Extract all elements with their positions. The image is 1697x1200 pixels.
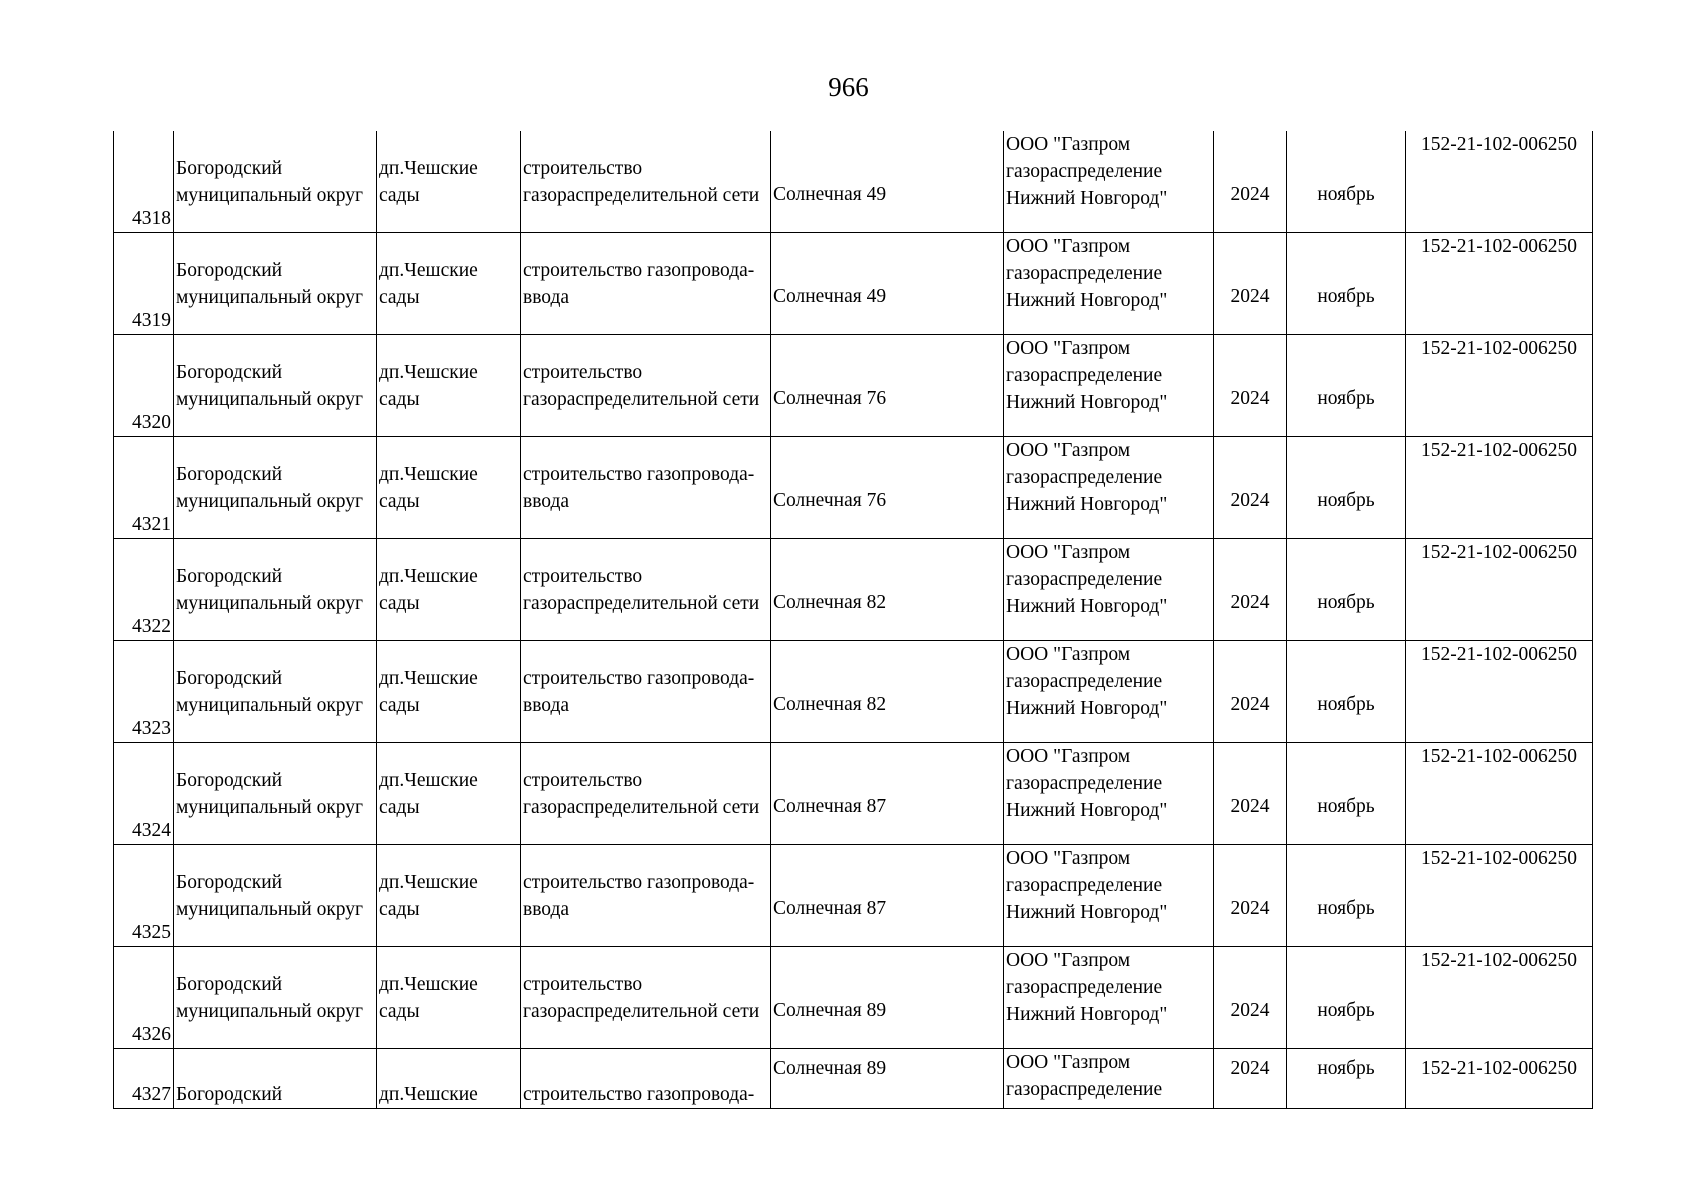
cell-line: газораспределительной сети [523,592,760,614]
cell-code: 152-21-102-006250 [1406,437,1593,539]
cell-line: Нижний Новгород" [1006,698,1168,719]
cell-line: строительство [523,361,643,383]
year-text: 2024 [1230,184,1270,205]
cell-line: строительство газопровода- [523,871,755,893]
cell-organization [1004,131,1214,233]
cell-month [1287,845,1406,947]
cell-year [1214,641,1287,743]
cell-year [1214,335,1287,437]
table-row [114,539,1593,641]
table-row [114,641,1593,743]
year-text: 2024 [1230,490,1270,511]
year-text: 2024 [1230,592,1270,613]
cell-month [1287,335,1406,437]
cell-year [1214,539,1287,641]
year-text: 2024 [1230,796,1270,817]
cell-code: 152-21-102-006250 [1406,845,1593,947]
cell-line: Нижний Новгород" [1006,902,1168,923]
month-text: ноябрь [1317,388,1375,409]
registry-table [113,131,1593,1109]
cell-line: ООО "Газпром [1006,440,1131,461]
month-text: ноябрь [1317,898,1375,919]
cell-line: ООО "Газпром [1006,746,1131,767]
cell-number: 4320 [114,335,174,437]
cell-district [174,947,377,1049]
cell-code: 152-21-102-006250 [1406,1049,1593,1109]
cell-district [174,335,377,437]
cell-line: строительство [523,973,643,995]
cell-code: 152-21-102-006250 [1406,947,1593,1049]
cell-line: ООО "Газпром [1006,1052,1131,1073]
cell-address [771,437,1004,539]
cell-line: дп.Чешские [379,361,478,383]
cell-line: Нижний Новгород" [1006,800,1168,821]
cell-number: 4327 [114,1049,174,1109]
month-text: ноябрь [1317,796,1375,817]
cell-code: 152-21-102-006250 [1406,233,1593,335]
cell-work-type [521,641,771,743]
cell-organization [1004,335,1214,437]
cell-district [174,437,377,539]
table-row [114,947,1593,1049]
cell-line: дп.Чешские [379,157,478,179]
cell-address [771,233,1004,335]
cell-district [174,641,377,743]
year-text: 2024 [1230,1000,1270,1021]
cell-line: строительство газопровода- [523,259,755,281]
table-row [114,335,1593,437]
cell-work-type [521,1049,771,1109]
address-text: Солнечная 87 [773,796,887,817]
cell-line: Богородский [176,463,283,485]
cell-work-type [521,947,771,1049]
cell-line: дп.Чешские [379,463,478,485]
cell-line: Богородский [176,667,283,689]
address-text: Солнечная 49 [773,286,887,307]
cell-month [1287,641,1406,743]
cell-district [174,539,377,641]
cell-district [174,845,377,947]
cell-month [1287,743,1406,845]
cell-line: газораспределение [1006,977,1163,998]
cell-district [174,1049,377,1109]
cell-month [1287,437,1406,539]
cell-number: 4321 [114,437,174,539]
address-text: Солнечная 89 [773,1058,887,1079]
cell-number: 4323 [114,641,174,743]
month-text: ноябрь [1317,592,1375,613]
cell-locality [377,743,521,845]
cell-line: Нижний Новгород" [1006,494,1168,515]
cell-line: ООО "Газпром [1006,848,1131,869]
cell-line: муниципальный округ [176,388,364,410]
address-text: Солнечная 82 [773,592,887,613]
cell-year [1214,845,1287,947]
cell-line: дп.Чешские [379,667,478,689]
cell-line: Богородский [176,565,283,587]
cell-work-type [521,233,771,335]
cell-line: строительство [523,565,643,587]
table-body [114,131,1593,1109]
cell-line: строительство газопровода- [523,463,755,485]
cell-organization [1004,743,1214,845]
cell-line: муниципальный округ [176,1000,364,1022]
cell-line: муниципальный округ [176,490,364,512]
cell-district [174,743,377,845]
cell-line: газораспределение [1006,467,1163,488]
cell-line: Богородский [176,973,283,995]
cell-line: дп.Чешские [379,1084,478,1105]
cell-month [1287,233,1406,335]
cell-locality [377,947,521,1049]
cell-line: дп.Чешские [379,973,478,995]
cell-address [771,845,1004,947]
cell-line: ООО "Газпром [1006,338,1131,359]
cell-line: газораспределение [1006,875,1163,896]
cell-work-type [521,743,771,845]
year-text: 2024 [1230,286,1270,307]
cell-line: газораспределительной сети [523,1000,760,1022]
month-text: ноябрь [1317,490,1375,511]
cell-line: газораспределение [1006,569,1163,590]
cell-line: строительство [523,769,643,791]
cell-line: Богородский [176,871,283,893]
month-text: ноябрь [1317,1058,1375,1079]
cell-line: газораспределение [1006,671,1163,692]
table-row [114,437,1593,539]
cell-line: Богородский [176,259,283,281]
cell-work-type [521,335,771,437]
cell-number: 4326 [114,947,174,1049]
cell-line: сады [379,796,420,818]
month-text: ноябрь [1317,286,1375,307]
cell-locality [377,539,521,641]
cell-organization [1004,947,1214,1049]
address-text: Солнечная 82 [773,694,887,715]
cell-line: строительство газопровода- [523,667,755,689]
cell-code: 152-21-102-006250 [1406,131,1593,233]
cell-work-type [521,539,771,641]
cell-address [771,335,1004,437]
cell-locality [377,1049,521,1109]
cell-organization [1004,1049,1214,1109]
cell-line: сады [379,898,420,920]
address-text: Солнечная 76 [773,388,887,409]
cell-locality [377,641,521,743]
cell-line: сады [379,694,420,716]
cell-line: сады [379,490,420,512]
cell-month [1287,1049,1406,1109]
cell-line: газораспределительной сети [523,796,760,818]
cell-line: сады [379,388,420,410]
cell-line: сады [379,1000,420,1022]
year-text: 2024 [1230,694,1270,715]
table-row [114,845,1593,947]
cell-organization [1004,233,1214,335]
cell-line: ввода [523,286,570,308]
cell-number: 4324 [114,743,174,845]
cell-organization [1004,641,1214,743]
cell-year [1214,743,1287,845]
cell-line: газораспределение [1006,773,1163,794]
cell-line: сады [379,286,420,308]
cell-district [174,233,377,335]
year-text: 2024 [1230,898,1270,919]
cell-code: 152-21-102-006250 [1406,743,1593,845]
cell-year [1214,1049,1287,1109]
cell-line: ООО "Газпром [1006,950,1131,971]
cell-number: 4325 [114,845,174,947]
cell-line: газораспределение [1006,263,1163,284]
page-number: 966 [828,72,869,102]
cell-line: ООО "Газпром [1006,236,1131,257]
cell-number: 4318 [114,131,174,233]
cell-line: муниципальный округ [176,796,364,818]
cell-year [1214,131,1287,233]
cell-locality [377,131,521,233]
cell-line: газораспределение [1006,1079,1163,1100]
cell-organization [1004,437,1214,539]
cell-line: Нижний Новгород" [1006,290,1168,311]
cell-year [1214,947,1287,1049]
cell-line: муниципальный округ [176,694,364,716]
cell-locality [377,233,521,335]
cell-organization [1004,539,1214,641]
cell-number: 4319 [114,233,174,335]
cell-address [771,641,1004,743]
cell-month [1287,131,1406,233]
cell-code: 152-21-102-006250 [1406,335,1593,437]
table-row [114,233,1593,335]
cell-work-type [521,845,771,947]
cell-line: газораспределительной сети [523,388,760,410]
cell-line: сады [379,184,420,206]
cell-line: дп.Чешские [379,871,478,893]
cell-line: газораспределение [1006,365,1163,386]
cell-line: ввода [523,694,570,716]
address-text: Солнечная 76 [773,490,887,511]
cell-code: 152-21-102-006250 [1406,641,1593,743]
year-text: 2024 [1230,1058,1270,1079]
cell-month [1287,947,1406,1049]
cell-year [1214,437,1287,539]
table-row [114,131,1593,233]
cell-line: Богородский [176,361,283,383]
cell-line: Богородский [176,1084,283,1105]
cell-line: дп.Чешские [379,259,478,281]
cell-month [1287,539,1406,641]
cell-line: строительство газопровода- [523,1084,755,1105]
cell-line: ООО "Газпром [1006,542,1131,563]
cell-address [771,743,1004,845]
cell-line: ввода [523,490,570,512]
cell-year [1214,233,1287,335]
month-text: ноябрь [1317,1000,1375,1021]
cell-line: Нижний Новгород" [1006,188,1168,209]
cell-district [174,131,377,233]
cell-address [771,947,1004,1049]
cell-line: газораспределительной сети [523,184,760,206]
cell-line: ввода [523,898,570,920]
cell-line: Нижний Новгород" [1006,1004,1168,1025]
month-text: ноябрь [1317,694,1375,715]
address-text: Солнечная 89 [773,1000,887,1021]
cell-line: газораспределение [1006,161,1163,182]
cell-work-type [521,437,771,539]
cell-line: Нижний Новгород" [1006,392,1168,413]
cell-work-type [521,131,771,233]
cell-code: 152-21-102-006250 [1406,539,1593,641]
year-text: 2024 [1230,388,1270,409]
cell-line: муниципальный округ [176,592,364,614]
cell-address [771,1049,1004,1109]
cell-line: муниципальный округ [176,286,364,308]
cell-line: сады [379,592,420,614]
address-text: Солнечная 49 [773,184,887,205]
address-text: Солнечная 87 [773,898,887,919]
table-row [114,743,1593,845]
cell-line: Богородский [176,769,283,791]
cell-line: ООО "Газпром [1006,134,1131,155]
cell-line: Нижний Новгород" [1006,596,1168,617]
cell-line: муниципальный округ [176,184,364,206]
cell-locality [377,845,521,947]
cell-locality [377,437,521,539]
table-row [114,1049,1593,1109]
cell-line: дп.Чешские [379,565,478,587]
cell-line: дп.Чешские [379,769,478,791]
cell-organization [1004,845,1214,947]
cell-address [771,131,1004,233]
month-text: ноябрь [1317,184,1375,205]
cell-number: 4322 [114,539,174,641]
cell-line: Богородский [176,157,283,179]
cell-line: ООО "Газпром [1006,644,1131,665]
cell-line: строительство [523,157,643,179]
cell-line: муниципальный округ [176,898,364,920]
cell-locality [377,335,521,437]
cell-address [771,539,1004,641]
